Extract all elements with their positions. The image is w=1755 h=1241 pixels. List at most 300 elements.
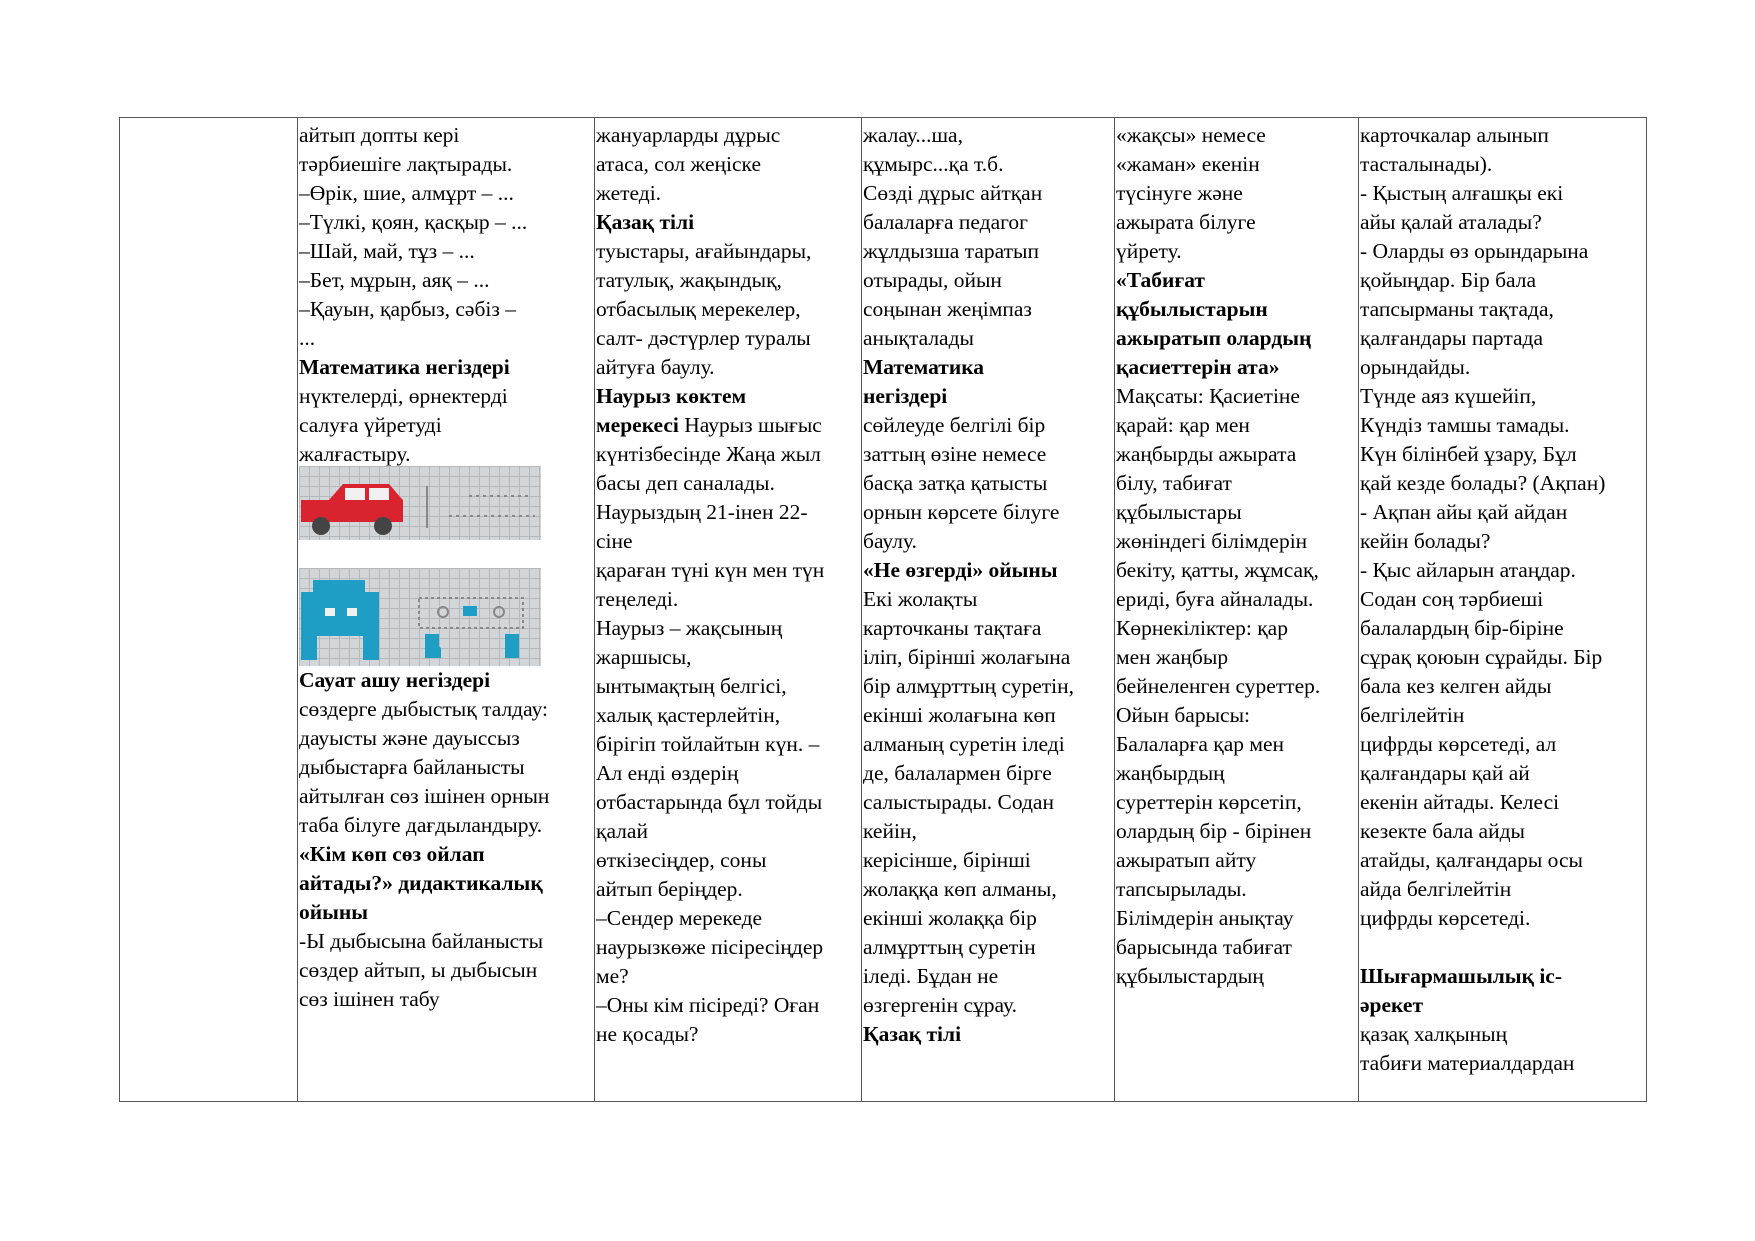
text-line <box>863 846 1114 875</box>
text: жалау...ша, <box>863 123 963 147</box>
column-3-text <box>863 121 1114 1049</box>
text-line <box>1360 962 1648 991</box>
text-line <box>1116 179 1358 208</box>
bold-text: Қазақ тілі <box>596 210 695 234</box>
column-4-text <box>1116 121 1358 991</box>
text-line <box>299 869 594 898</box>
text: де, балалармен бірге <box>863 761 1052 785</box>
text: өткізесіңдер, соны <box>596 848 767 872</box>
text: Түнде аяз күшейіп, <box>1360 384 1537 408</box>
text-line <box>1116 962 1358 991</box>
text: туыстары, ағайындары, <box>596 239 812 263</box>
text-line <box>1360 846 1648 875</box>
text-line <box>299 150 594 179</box>
text-line <box>1360 179 1648 208</box>
text-line <box>863 208 1114 237</box>
text: қараған түні күн мен түн <box>596 558 825 582</box>
text-line <box>299 753 594 782</box>
text-line <box>1116 266 1358 295</box>
text: нүктелерді, өрнектерді <box>299 384 508 408</box>
text: жолаққа көп алманы, <box>863 877 1057 901</box>
text-line <box>596 382 861 411</box>
bold-text: «Табиғат <box>1116 268 1205 292</box>
text: отбастарында бұл тойды <box>596 790 823 814</box>
text: күнтізбесінде Жаңа жыл <box>596 442 821 466</box>
text-line <box>1360 208 1648 237</box>
text-line <box>596 759 861 788</box>
column-5-text <box>1360 121 1648 1078</box>
text-line <box>1116 121 1358 150</box>
text: ... <box>299 326 316 350</box>
text-line <box>1360 991 1648 1020</box>
text: сөздер айтып, ы дыбысын <box>299 958 538 982</box>
text: жөніндегі білімдерін <box>1116 529 1308 553</box>
text: Балаларға қар мен <box>1116 732 1285 756</box>
text: Көрнекіліктер: қар <box>1116 616 1288 640</box>
column-1-text-top <box>299 121 594 469</box>
text-line <box>596 498 861 527</box>
table-column-5 <box>1359 118 1648 1101</box>
text-line <box>863 759 1114 788</box>
text: барысында табиғат <box>1116 935 1292 959</box>
text: Наурыздың 21-інен 22- <box>596 500 808 524</box>
text-line <box>863 150 1114 179</box>
bold-text: айтады?» дидактикалық <box>299 871 543 895</box>
lesson-plan-table <box>119 117 1647 1102</box>
text: Ал енді өздерің <box>596 761 739 785</box>
text: - Оларды өз орындарына <box>1360 239 1589 263</box>
text: салыстырады. Содан <box>863 790 1054 814</box>
text: салт- дәстүрлер туралы <box>596 326 811 350</box>
text-line <box>1116 382 1358 411</box>
text: құбылыстары <box>1116 500 1242 524</box>
text-line <box>863 237 1114 266</box>
text-line <box>299 898 594 927</box>
text: олардың бір - бірінен <box>1116 819 1312 843</box>
text-line <box>1116 440 1358 469</box>
text-line <box>1360 759 1648 788</box>
text: кейін, <box>863 819 917 843</box>
text-line <box>1360 237 1648 266</box>
text-line <box>863 701 1114 730</box>
text: түсінуге және <box>1116 181 1243 205</box>
text-line <box>863 324 1114 353</box>
text-line <box>299 695 594 724</box>
text-line <box>1360 556 1648 585</box>
text-line <box>596 266 861 295</box>
text-line <box>1116 498 1358 527</box>
text: жаршысы, <box>596 645 692 669</box>
text-line <box>596 585 861 614</box>
text-line <box>1360 788 1648 817</box>
table-column-4 <box>1115 118 1359 1101</box>
text-line <box>1116 846 1358 875</box>
text: орындайды. <box>1360 355 1471 379</box>
bold-text: мерекесі <box>596 413 679 437</box>
text: алмұрттың суретін <box>863 935 1036 959</box>
text: Күн білінбей ұзару, Бұл <box>1360 442 1577 466</box>
text-line <box>596 875 861 904</box>
text: - Ақпан айы қай айдан <box>1360 500 1568 524</box>
text: үйрету. <box>1116 239 1182 263</box>
text-line <box>596 237 861 266</box>
text: халық қастерлейтін, <box>596 703 781 727</box>
text-line <box>299 782 594 811</box>
bold-text: негіздері <box>863 384 948 408</box>
text: таба білуге дағдыландыру. <box>299 813 543 837</box>
text-line <box>863 556 1114 585</box>
bold-text: «Кім көп сөз ойлап <box>299 842 485 866</box>
text-line <box>863 382 1114 411</box>
text: сіне <box>596 529 633 553</box>
table-column-day <box>120 118 298 1101</box>
text: қай кезде болады? (Ақпан) <box>1360 471 1606 495</box>
text: сөйлеуде белгілі бір <box>863 413 1046 437</box>
text-line <box>1360 614 1648 643</box>
text-line <box>299 295 594 324</box>
text-line <box>1116 556 1358 585</box>
text-line <box>1116 324 1358 353</box>
text: салуға үйретуді <box>299 413 442 437</box>
text-line <box>1116 759 1358 788</box>
text-line <box>1116 933 1358 962</box>
text-line <box>863 353 1114 382</box>
text: екінші жолағына көп <box>863 703 1056 727</box>
text-line <box>863 962 1114 991</box>
text-line <box>299 724 594 753</box>
text: бала кез келген айды <box>1360 674 1552 698</box>
text-line <box>299 237 594 266</box>
text-line <box>863 121 1114 150</box>
text-line <box>1116 237 1358 266</box>
text: табиғи материалдардан <box>1360 1051 1575 1075</box>
blue-car-figure <box>299 568 541 666</box>
text-line <box>299 956 594 985</box>
text-line <box>1360 498 1648 527</box>
text-line <box>1116 817 1358 846</box>
text: іліп, бірінші жолағына <box>863 645 1071 669</box>
text: жануарларды дұрыс <box>596 123 781 147</box>
text: балалардың бір-біріне <box>1360 616 1564 640</box>
text-line <box>863 817 1114 846</box>
text-line <box>1116 614 1358 643</box>
text-line <box>1116 585 1358 614</box>
text-line <box>1116 643 1358 672</box>
text: басқа затқа қатысты <box>863 471 1048 495</box>
text: ериді, буға айналады. <box>1116 587 1314 611</box>
text: соңынан жеңімпаз <box>863 297 1032 321</box>
text-line <box>1116 672 1358 701</box>
table-column-2 <box>595 118 862 1101</box>
text: теңеледі. <box>596 587 679 611</box>
text-line <box>1360 295 1648 324</box>
text-line <box>1360 1049 1648 1078</box>
text-line <box>863 614 1114 643</box>
text-line <box>596 672 861 701</box>
text-line <box>596 846 861 875</box>
bold-text: ойыны <box>299 900 369 924</box>
text-line <box>299 666 594 695</box>
text-line <box>863 527 1114 556</box>
text: дауысты және дауыссыз <box>299 726 520 750</box>
text: карточкалар алынып <box>1360 123 1549 147</box>
text: орнын көрсете білуге <box>863 500 1060 524</box>
text-line <box>863 672 1114 701</box>
text: –Сендер мерекеде <box>596 906 763 930</box>
text: Мақсаты: Қасиетіне <box>1116 384 1300 408</box>
text-line <box>299 266 594 295</box>
bold-text: әрекет <box>1360 993 1423 1017</box>
text: ажыратып айту <box>1116 848 1257 872</box>
text: татулық, жақындық, <box>596 268 782 292</box>
column-2-text <box>596 121 861 1049</box>
text-line <box>596 295 861 324</box>
text-line <box>1360 150 1648 179</box>
text-line <box>596 121 861 150</box>
text: анықталады <box>863 326 974 350</box>
text: екінші жолаққа бір <box>863 906 1037 930</box>
text: Екі жолақты <box>863 587 978 611</box>
text-line <box>863 643 1114 672</box>
text-line <box>1360 701 1648 730</box>
text-line <box>863 1020 1114 1049</box>
text: наурызкөже пісіресіңдер <box>596 935 824 959</box>
text-line <box>596 469 861 498</box>
text-line <box>596 208 861 237</box>
text-line <box>1116 295 1358 324</box>
text: - Қыстың алғашқы екі <box>1360 181 1564 205</box>
text-line <box>1116 875 1358 904</box>
text: Сөзді дұрыс айтқан <box>863 181 1043 205</box>
text: «жаман» екенін <box>1116 152 1260 176</box>
text: тәрбиешіге лақтырады. <box>299 152 513 176</box>
text: айтылған сөз ішінен орнын <box>299 784 550 808</box>
text-line <box>863 498 1114 527</box>
text-line <box>299 382 594 411</box>
table-column-3 <box>862 118 1115 1101</box>
text: алманың суретін іледі <box>863 732 1065 756</box>
text-line <box>299 324 594 353</box>
table-column-1 <box>298 118 595 1101</box>
text-line <box>596 1020 861 1049</box>
bold-text: Математика негіздері <box>299 355 510 379</box>
text-line <box>1116 527 1358 556</box>
text: жалғастыру. <box>299 442 411 466</box>
text: карточканы тақтаға <box>863 616 1042 640</box>
text-line <box>596 904 861 933</box>
text-line <box>863 875 1114 904</box>
text-line <box>863 266 1114 295</box>
text: Білімдерін анықтау <box>1116 906 1294 930</box>
text-line <box>863 179 1114 208</box>
text: айы қалай аталады? <box>1360 210 1542 234</box>
text-line <box>299 440 594 469</box>
text-line <box>1116 411 1358 440</box>
text: бейнеленген суреттер. <box>1116 674 1321 698</box>
bold-text: «Не өзгерді» ойыны <box>863 558 1058 582</box>
text: сұрақ қоюын сұрайды. Бір <box>1360 645 1603 669</box>
text-line <box>596 817 861 846</box>
text: –Өрік, шие, алмұрт – ... <box>299 181 514 205</box>
text-line <box>1360 527 1648 556</box>
text-line <box>299 811 594 840</box>
text: баулу. <box>863 529 917 553</box>
text-line <box>299 840 594 869</box>
text-line <box>1116 904 1358 933</box>
text-line <box>1360 817 1648 846</box>
text: жетеді. <box>596 181 662 205</box>
text: ме? <box>596 964 629 988</box>
text: Наурыз шығыс <box>678 413 822 437</box>
text: жаңбырдың <box>1116 761 1225 785</box>
text: айтып беріңдер. <box>596 877 743 901</box>
text: отырады, ойын <box>863 268 1002 292</box>
text: қарай: қар мен <box>1116 413 1250 437</box>
text: қалғандары қай ай <box>1360 761 1530 785</box>
text-line <box>1360 440 1648 469</box>
text: атайды, қалғандары осы <box>1360 848 1583 872</box>
text-line <box>596 440 861 469</box>
text-line <box>596 527 861 556</box>
text: –Бет, мұрын, аяқ – ... <box>299 268 490 292</box>
text: кейін болады? <box>1360 529 1491 553</box>
text: Ойын барысы: <box>1116 703 1250 727</box>
text: суреттерін көрсетіп, <box>1116 790 1302 814</box>
text-line <box>863 904 1114 933</box>
text-line <box>299 179 594 208</box>
text: кезекте бала айды <box>1360 819 1525 843</box>
text: заттың өзіне немесе <box>863 442 1047 466</box>
bold-text: құбылыстарын <box>1116 297 1268 321</box>
text: басы деп саналады. <box>596 471 775 495</box>
text: қазақ халқының <box>1360 1022 1508 1046</box>
text: Содан соң тәрбиеші <box>1360 587 1544 611</box>
text: атаса, сол жеңіске <box>596 152 761 176</box>
text-line <box>596 411 861 440</box>
text-line <box>1116 150 1358 179</box>
text-line <box>1360 904 1648 933</box>
text: айтып допты кері <box>299 123 460 147</box>
text: мен жаңбыр <box>1116 645 1229 669</box>
text: белгілейтін <box>1360 703 1465 727</box>
text-line <box>1360 353 1648 382</box>
text: құмырс...қа т.б. <box>863 152 1004 176</box>
text: айтуға баулу. <box>596 355 715 379</box>
text-line <box>299 353 594 382</box>
text-line <box>863 788 1114 817</box>
text-line <box>299 121 594 150</box>
text-line <box>1360 324 1648 353</box>
text-line <box>596 179 861 208</box>
text-line <box>1360 469 1648 498</box>
text-line <box>1360 643 1648 672</box>
text-line <box>863 440 1114 469</box>
text-line <box>1116 469 1358 498</box>
text-line <box>299 985 594 1014</box>
text-line <box>1360 875 1648 904</box>
text: жаңбырды ажырата <box>1116 442 1297 466</box>
text: не қосады? <box>596 1022 699 1046</box>
text-line <box>1360 1020 1648 1049</box>
bold-text: Наурыз көктем <box>596 384 747 408</box>
text: өзгергенін сұрау. <box>863 993 1017 1017</box>
text-line <box>1360 585 1648 614</box>
text: бекіту, қатты, жұмсақ, <box>1116 558 1319 582</box>
text: тапсырманы тақтада, <box>1360 297 1554 321</box>
text-line <box>596 991 861 1020</box>
text: –Түлкі, қоян, қасқыр – ... <box>299 210 528 234</box>
text-line <box>863 933 1114 962</box>
text: -Ы дыбысына байланысты <box>299 929 544 953</box>
text-line <box>596 614 861 643</box>
text: тасталынады). <box>1360 152 1493 176</box>
text: қойыңдар. Бір бала <box>1360 268 1537 292</box>
bold-text: Қазақ тілі <box>863 1022 962 1046</box>
text-line <box>596 353 861 382</box>
text: қалай <box>596 819 648 843</box>
text: –Қауын, қарбыз, сәбіз – <box>299 297 516 321</box>
text: отбасылық мерекелер, <box>596 297 801 321</box>
text: керісінше, бірінші <box>863 848 1031 872</box>
text-line <box>1360 382 1648 411</box>
text-line <box>863 991 1114 1020</box>
text-line <box>596 150 861 179</box>
bold-text: Сауат ашу негіздері <box>299 668 491 692</box>
text-line <box>1360 672 1648 701</box>
text: бірігіп тойлайтын күн. – <box>596 732 820 756</box>
text-line <box>1360 933 1648 962</box>
bold-text: Математика <box>863 355 985 379</box>
text-line <box>1360 121 1648 150</box>
text-line <box>596 962 861 991</box>
text: ажырата білуге <box>1116 210 1256 234</box>
text-line <box>863 585 1114 614</box>
text: –Шай, май, тұз – ... <box>299 239 475 263</box>
text-line <box>596 933 861 962</box>
text: «жақсы» немесе <box>1116 123 1266 147</box>
text: қалғандары партада <box>1360 326 1544 350</box>
text: құбылыстардың <box>1116 964 1264 988</box>
text: сөздерге дыбыстық талдау: <box>299 697 549 721</box>
text-line <box>299 927 594 956</box>
text: іледі. Бұдан не <box>863 964 999 988</box>
text: айда белгілейтін <box>1360 877 1512 901</box>
text-line <box>863 469 1114 498</box>
text: білу, табиғат <box>1116 471 1232 495</box>
text: сөз ішінен табу <box>299 987 440 1011</box>
text-line <box>863 295 1114 324</box>
text: - Қыс айларын атаңдар. <box>1360 558 1576 582</box>
red-car-figure <box>299 466 541 540</box>
text-line <box>863 730 1114 759</box>
text-line <box>1360 266 1648 295</box>
text: жұлдызша таратып <box>863 239 1039 263</box>
text: тапсырылады. <box>1116 877 1247 901</box>
text: дыбыстарға байланысты <box>299 755 525 779</box>
text: ынтымақтың белгісі, <box>596 674 787 698</box>
text-line <box>596 788 861 817</box>
text-line <box>596 324 861 353</box>
bold-text: ажыратып олардың <box>1116 326 1312 350</box>
text: цифрды көрсетеді, ал <box>1360 732 1557 756</box>
text-line <box>1116 730 1358 759</box>
text-line <box>596 701 861 730</box>
text: балаларға педагог <box>863 210 1028 234</box>
text-line <box>596 643 861 672</box>
text: цифрды көрсетеді. <box>1360 906 1531 930</box>
text: –Оны кім пісіреді? Оған <box>596 993 820 1017</box>
bold-text: қасиеттерін ата» <box>1116 355 1280 379</box>
